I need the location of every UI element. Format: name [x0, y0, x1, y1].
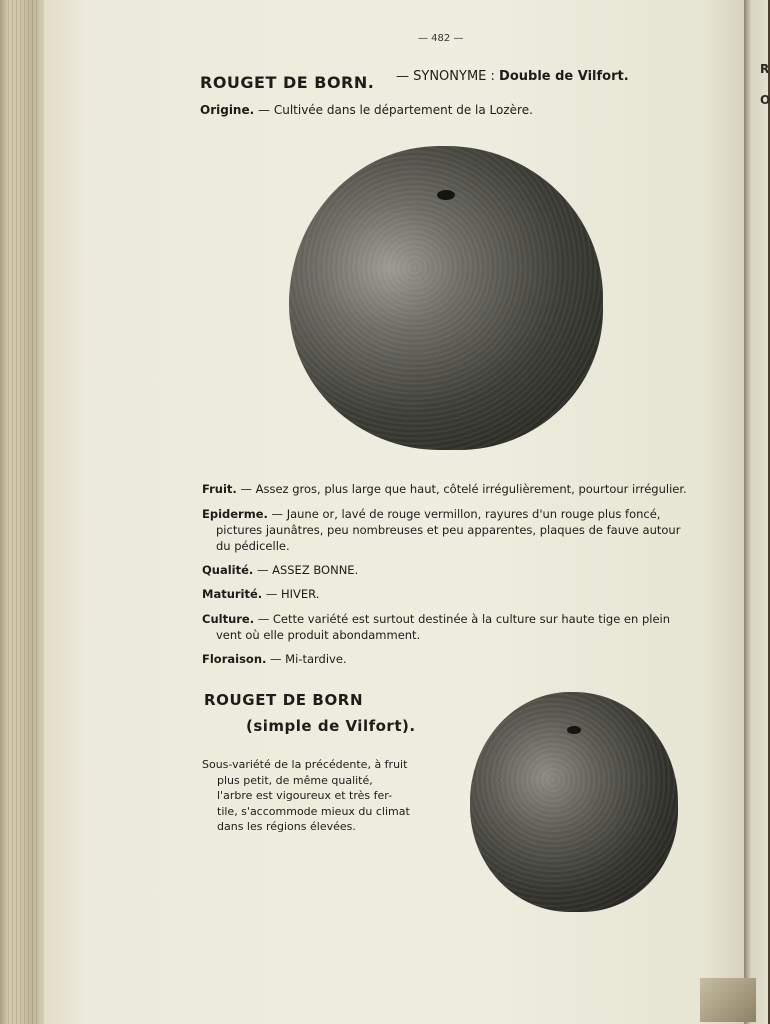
culture-text: — Cette variété est surtout destinée à la culture sur haute tige en plein — [257, 612, 670, 626]
maturite-label: Maturité. — [202, 587, 263, 601]
facing-page-fragment: O — [760, 93, 770, 107]
epiderme-label: Epiderme. — [202, 507, 268, 521]
fruit-line — [202, 481, 692, 497]
fruit-label: Fruit. — [202, 482, 237, 496]
apple-stem-cavity — [567, 726, 581, 734]
page-edges — [8, 0, 38, 1024]
corner-thumbnail — [700, 978, 756, 1022]
qualite-line — [202, 562, 692, 578]
maturite-text: — HIVER. — [265, 587, 320, 601]
qualite-label: Qualité. — [202, 563, 254, 577]
floraison-text: — Mi-tardive. — [270, 652, 347, 666]
synonym-label: — SYNONYME : — [396, 69, 495, 84]
subvariety-title: ROUGET DE BORN — [204, 691, 364, 709]
culture-block — [202, 611, 692, 643]
facing-page-edge — [744, 0, 768, 1024]
epiderme-block — [202, 506, 692, 554]
epiderme-text: pictures jaunâtres, peu nombreuses et peu apparentes, plaques de fauve autour — [216, 523, 681, 537]
facing-page-fragment: R — [760, 62, 770, 76]
subvariety-text: l'arbre est vigoureux et très fer- — [217, 789, 393, 802]
culture-text: vent où elle produit abondamment. — [216, 628, 421, 642]
page-number: — 482 — — [418, 33, 464, 44]
qualite-text: — ASSEZ BONNE. — [256, 563, 359, 577]
floraison-label: Floraison. — [202, 652, 267, 666]
culture-label: Culture. — [202, 612, 255, 626]
subvariety-text: tile, s'accommode mieux du climat — [217, 804, 410, 818]
subvariety-text: Sous-variété de la précédente, à fruit — [202, 758, 408, 771]
origin-label: Origine. — [200, 103, 255, 117]
apple-photo-large — [289, 146, 603, 450]
synonym-value: Double de Vilfort. — [499, 69, 629, 84]
origin-text: — Cultivée dans le département de la Lozère. — [258, 103, 533, 117]
floraison-line — [202, 651, 692, 667]
entry-title: ROUGET DE BORN. — [200, 73, 375, 92]
subvariety-text: dans les régions élevées. — [217, 820, 356, 833]
fruit-text: — Assez gros, plus large que haut, côtelé irrégulièrement, pourtour irrégulier. — [240, 482, 687, 496]
subvariety-subtitle: (simple de Vilfort). — [246, 717, 416, 735]
epiderme-text: du pédicelle. — [216, 539, 290, 553]
maturite-line — [202, 586, 692, 602]
apple-stem-cavity — [437, 190, 455, 200]
book-spine — [0, 0, 46, 1024]
subvariety-text: plus petit, de même qualité, — [217, 773, 373, 787]
apple-photo-small — [470, 692, 678, 912]
origin-line — [200, 103, 533, 117]
epiderme-text: — Jaune or, lavé de rouge vermillon, rayures d'un rouge plus foncé, — [271, 507, 661, 521]
synonym — [396, 69, 629, 84]
apple-texture — [470, 692, 678, 912]
subvariety-description — [202, 757, 420, 835]
